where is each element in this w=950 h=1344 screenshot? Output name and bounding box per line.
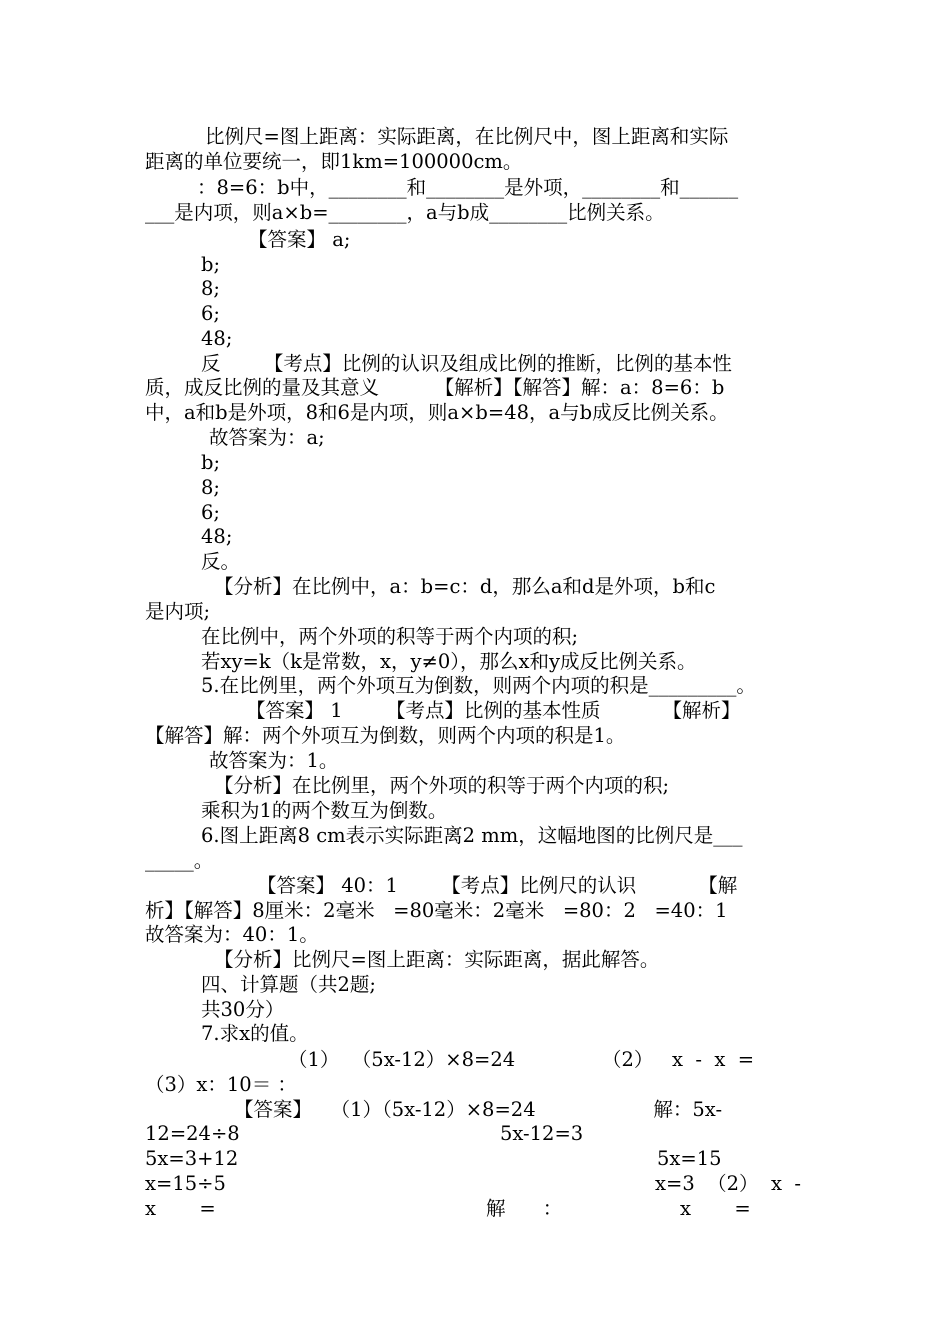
text-line: 乘积为1的两个数互为倒数。 (201, 799, 448, 822)
text-line: ___是内项，则a×b=________，a与b成________比例关系。 (145, 201, 665, 224)
text-line: 反。 (201, 550, 241, 573)
text-line: 6; (201, 302, 220, 325)
text-line: 48; (201, 525, 233, 548)
text-line: 比例尺=图上距离：实际距离，在比例尺中，图上距离和实际 (205, 125, 729, 148)
text-line: x=15÷5 (145, 1172, 226, 1195)
text-line: 8; (201, 476, 220, 499)
text-line: 共30分） (201, 998, 285, 1021)
analysis-line: 【分析】比例尺=图上距离：实际距离，据此解答。 (214, 948, 660, 971)
text-line: _____。 (145, 849, 214, 872)
text-line: 5x-12=3 (500, 1122, 584, 1145)
section-heading: 四、计算题（共2题; (201, 973, 376, 996)
text-line: 在比例中，两个外项的积等于两个内项的积; (201, 625, 579, 648)
text-line: 故答案为：40：1。 (145, 923, 319, 946)
text-line: 6; (201, 501, 220, 524)
analysis-line: 【分析】在比例里，两个外项的积等于两个内项的积; (214, 774, 670, 797)
text-line: 8; (201, 277, 220, 300)
text-line: 是内项; (145, 600, 211, 623)
text-line: b; (201, 451, 221, 474)
text-line: 反 【考点】比例的认识及组成比例的推断，比例的基本性 (201, 352, 732, 375)
text-line: b; (201, 253, 221, 276)
question-line: 5.在比例里，两个外项互为倒数，则两个内项的积是_________。 (201, 674, 756, 697)
text-line: 中，a和b是外项，8和6是内项，则a×b=48，a与b成反比例关系。 (145, 401, 729, 424)
text-line: 距离的单位要统一，即1km=100000cm。 (145, 150, 523, 173)
text-line: x=3 （2） x - (655, 1172, 801, 1195)
text-line: 【解答】解：两个外项互为倒数，则两个内项的积是1。 (145, 724, 626, 747)
analysis-line: 【分析】在比例中，a：b=c：d，那么a和d是外项，b和c (214, 575, 716, 598)
text-line: 故答案为：1。 (209, 749, 339, 772)
text-line: ：8=6：b中，________和________是外项，________和______ (197, 176, 739, 199)
text-line: x = (145, 1197, 216, 1220)
text-line: 12=24÷8 (145, 1122, 240, 1145)
answer-line: 【答案】 （1）（5x-12）×8=24 解：5x- (234, 1098, 723, 1121)
text-line: 质，成反比例的量及其意义 【解析】【解答】解：a：8=6：b (145, 376, 725, 399)
text-line: （1） （5x-12）×8=24 （2） x - x = (288, 1048, 755, 1071)
text-line: 析】【解答】8厘米：2毫米 =80毫米：2毫米 =80：2 =40：1 (145, 899, 728, 922)
text-line: 5x=3+12 (145, 1147, 239, 1170)
text-line: 解 ： (486, 1197, 563, 1220)
text-line: 48; (201, 327, 233, 350)
text-line: （3）x：10＝ ： (145, 1073, 297, 1096)
text-line: 5x=15 (657, 1147, 722, 1170)
question-line: 7.求x的值。 (201, 1022, 309, 1045)
question-line: 6.图上距离8 cm表示实际距离2 mm，这幅地图的比例尺是___ (201, 824, 743, 847)
answer-line: 【答案】 40：1 【考点】比例尺的认识 【解 (257, 874, 738, 897)
answer-line: 【答案】 1 【考点】比例的基本性质 【解析】 (246, 699, 741, 722)
text-line: 故答案为：a; (209, 426, 325, 449)
text-line: x = (680, 1197, 751, 1220)
text-line: 若xy=k（k是常数，x，y≠0），那么x和y成反比例关系。 (201, 650, 697, 673)
answer-line: 【答案】 a; (248, 228, 351, 251)
